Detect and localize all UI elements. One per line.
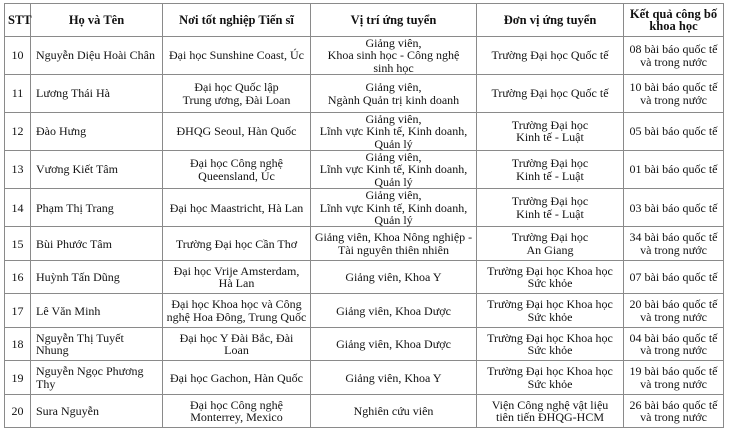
cell-publications: 05 bài báo quốc tế <box>624 112 724 150</box>
table-row <box>5 189 724 227</box>
table-row <box>5 260 724 294</box>
cell-phd-school: Đại học Công nghệ Queensland, Úc <box>163 151 311 189</box>
table-row <box>5 75 724 113</box>
cell-position: Giảng viên, Khoa Dược <box>311 294 477 328</box>
cell-name: Vương Kiết Tâm <box>31 151 163 189</box>
header-publications: Kết quả công bố khoa học <box>624 4 724 37</box>
cell-stt: 20 <box>5 394 31 428</box>
cell-name: Nguyễn Diệu Hoài Chân <box>31 37 163 75</box>
cell-phd-school: Đại học Quốc lập Trung ương, Đài Loan <box>163 75 311 113</box>
cell-unit: Trường Đại học Kinh tế - Luật <box>477 151 624 189</box>
cell-name: Nguyễn Thị Tuyết Nhung <box>31 327 163 361</box>
cell-position: Giảng viên, Lĩnh vực Kinh tế, Kinh doanh, Quản lý <box>311 112 477 150</box>
cell-name: Huỳnh Tấn Dũng <box>31 260 163 294</box>
cell-unit: Trường Đại học Quốc tế <box>477 75 624 113</box>
cell-position: Giảng viên, Khoa Nông nghiệp - Tài nguyên thiên nhiên <box>311 227 477 261</box>
cell-stt: 16 <box>5 260 31 294</box>
cell-position: Giảng viên, Khoa Dược <box>311 327 477 361</box>
cell-unit: Trường Đại học Khoa học Sức khỏe <box>477 294 624 328</box>
cell-publications: 01 bài báo quốc tế <box>624 151 724 189</box>
cell-unit: Trường Đại học Khoa học Sức khỏe <box>477 327 624 361</box>
table-row <box>5 112 724 150</box>
header-position: Vị trí ứng tuyển <box>311 4 477 37</box>
cell-position: Giảng viên, Khoa Y <box>311 361 477 395</box>
table-row <box>5 327 724 361</box>
cell-position: Nghiên cứu viên <box>311 394 477 428</box>
cell-phd-school: Đại học Khoa học và Công nghệ Hoa Đông, Trung Quốc <box>163 294 311 328</box>
header-name: Họ và Tên <box>31 4 163 37</box>
cell-name: Phạm Thị Trang <box>31 189 163 227</box>
cell-unit: Trường Đại học Quốc tế <box>477 37 624 75</box>
cell-stt: 18 <box>5 327 31 361</box>
cell-position: Giảng viên, Khoa sinh học - Công nghệ sinh học <box>311 37 477 75</box>
cell-position: Giảng viên, Lĩnh vực Kinh tế, Kinh doanh, Quản lý <box>311 189 477 227</box>
cell-name: Sura Nguyễn <box>31 394 163 428</box>
table-row <box>5 151 724 189</box>
cell-stt: 17 <box>5 294 31 328</box>
header-phd-school: Nơi tốt nghiệp Tiến sĩ <box>163 4 311 37</box>
cell-publications: 19 bài báo quốc tế và trong nước <box>624 361 724 395</box>
cell-publications: 08 bài báo quốc tế và trong nước <box>624 37 724 75</box>
cell-unit: Trường Đại học Khoa học Sức khỏe <box>477 361 624 395</box>
cell-unit: Trường Đại học An Giang <box>477 227 624 261</box>
cell-phd-school: Đại học Y Đài Bắc, Đài Loan <box>163 327 311 361</box>
cell-name: Đào Hưng <box>31 112 163 150</box>
cell-unit: Trường Đại học Khoa học Sức khỏe <box>477 260 624 294</box>
cell-stt: 11 <box>5 75 31 113</box>
cell-position: Giảng viên, Ngành Quản trị kinh doanh <box>311 75 477 113</box>
header-row <box>5 4 724 37</box>
cell-stt: 10 <box>5 37 31 75</box>
cell-phd-school: Đại học Công nghệ Monterrey, Mexico <box>163 394 311 428</box>
header-unit: Đơn vị ứng tuyển <box>477 4 624 37</box>
cell-phd-school: Đại học Gachon, Hàn Quốc <box>163 361 311 395</box>
cell-stt: 15 <box>5 227 31 261</box>
cell-publications: 26 bài báo quốc tế và trong nước <box>624 394 724 428</box>
cell-position: Giảng viên, Lĩnh vực Kinh tế, Kinh doanh, Quản lý <box>311 151 477 189</box>
cell-publications: 10 bài báo quốc tế và trong nước <box>624 75 724 113</box>
cell-publications: 20 bài báo quốc tế và trong nước <box>624 294 724 328</box>
cell-phd-school: Đại học Maastricht, Hà Lan <box>163 189 311 227</box>
cell-publications: 34 bài báo quốc tế và trong nước <box>624 227 724 261</box>
table-row <box>5 37 724 75</box>
table-row <box>5 227 724 261</box>
cell-stt: 14 <box>5 189 31 227</box>
cell-name: Lương Thái Hà <box>31 75 163 113</box>
cell-publications: 03 bài báo quốc tế <box>624 189 724 227</box>
cell-name: Lê Văn Minh <box>31 294 163 328</box>
cell-phd-school: Đại học Vrije Amsterdam, Hà Lan <box>163 260 311 294</box>
header-stt: STT <box>5 4 31 37</box>
cell-name: Bùi Phước Tâm <box>31 227 163 261</box>
cell-stt: 12 <box>5 112 31 150</box>
cell-name: Nguyễn Ngọc Phương Thy <box>31 361 163 395</box>
table-row <box>5 361 724 395</box>
cell-phd-school: ĐHQG Seoul, Hàn Quốc <box>163 112 311 150</box>
cell-phd-school: Đại học Sunshine Coast, Úc <box>163 37 311 75</box>
cell-unit: Trường Đại học Kinh tế - Luật <box>477 112 624 150</box>
cell-phd-school: Trường Đại học Cần Thơ <box>163 227 311 261</box>
cell-position: Giảng viên, Khoa Y <box>311 260 477 294</box>
cell-unit: Viện Công nghệ vật liệu tiên tiến ĐHQG-HCM <box>477 394 624 428</box>
table-row <box>5 394 724 428</box>
cell-unit: Trường Đại học Kinh tế - Luật <box>477 189 624 227</box>
cell-publications: 04 bài báo quốc tế và trong nước <box>624 327 724 361</box>
cell-stt: 19 <box>5 361 31 395</box>
cell-publications: 07 bài báo quốc tế <box>624 260 724 294</box>
candidates-table <box>4 3 724 428</box>
table-row <box>5 294 724 328</box>
cell-stt: 13 <box>5 151 31 189</box>
